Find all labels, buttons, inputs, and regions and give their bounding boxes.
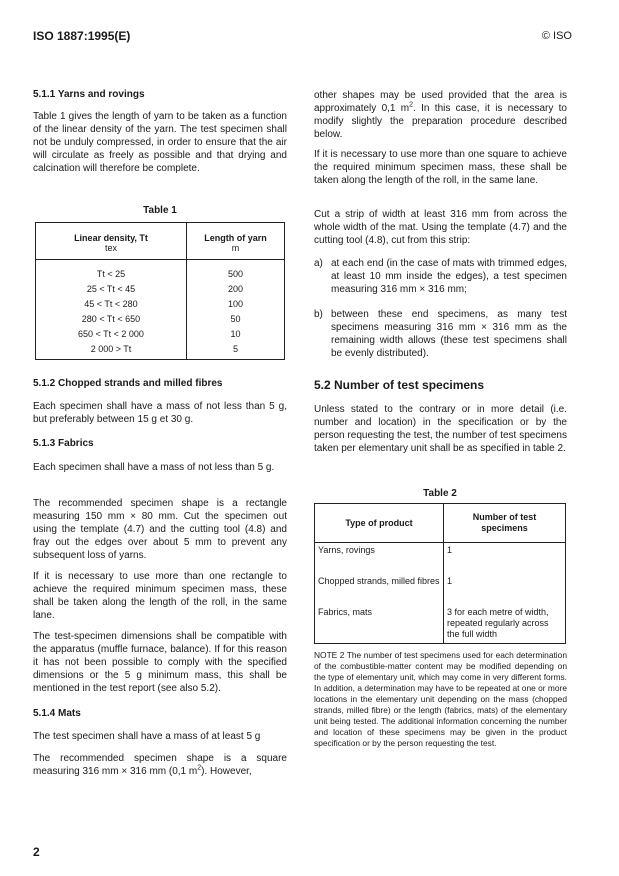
table-cell: 280 < Tt < 650 (36, 311, 187, 326)
list-item-text: at each end (in the case of mats with trimmed edges, at least 10 mm inside the edges), a test specimen measuring 316 mm × 316 mm; (331, 258, 567, 295)
table-cell: 5 (232, 343, 238, 354)
list-marker: a) (314, 258, 323, 269)
superscript: 2 (197, 764, 202, 772)
mats-paragraph-2: If it is necessary to use more than one square to achieve the required minimum specimen mass, these shall be taken along the length of the roll, in the same lane. (314, 149, 567, 186)
table-cell: 500 (227, 268, 244, 279)
section-5-1-3-text-3: If it is necessary to use more than one rectangle to achieve the required minimum specimen mass, these shall be taken along the length of the roll, in the same lane. (33, 571, 287, 621)
mats-continued-part-a: other shapes may be used provided that the area is approximately 0,1 m (314, 90, 567, 114)
copyright-mark: © ISO (541, 30, 572, 42)
table-cell: 25 < Tt < 45 (36, 281, 187, 296)
table-cell: 3 for each metre of width, repeated regularly across the full width (447, 607, 549, 639)
section-5-2-heading: 5.2 Number of test specimens (314, 378, 485, 392)
table-row (315, 574, 566, 605)
table-row (315, 543, 566, 575)
table-cell: 1 (447, 576, 453, 586)
table-row (36, 341, 285, 360)
table-2-caption: Table 2 (423, 488, 457, 499)
table-cell: 2 000 > Tt (36, 341, 187, 360)
section-5-1-2-heading: 5.1.2 Chopped strands and milled fibres (33, 378, 223, 389)
table-cell: 1 (447, 545, 453, 555)
section-5-1-3-text-4: The test-specimen dimensions shall be compatible with the apparatus (muffle furnace, balance). If for this reason it has not been possible to comply with the specified dimensions or the 5 g minimum mass, this shall be mentioned in the test report (see also 5.2). (33, 631, 287, 694)
table-row (36, 326, 285, 341)
table-row (36, 311, 285, 326)
section-5-1-4-text-2-part-a: The recommended specimen shape is a square measuring 316 mm × 316 mm (0,1 m (33, 753, 287, 777)
table-cell: Yarns, rovings (315, 543, 444, 575)
section-5-1-1-text: Table 1 gives the length of yarn to be taken as a function of the linear density of the yarn. The test specimen shall not be unduly compressed, in order to ensure that the air will circulate as freely as possible and that drying and calcination will therefore be complete. (33, 111, 287, 174)
table-1 (35, 222, 285, 360)
section-5-1-3-heading: 5.1.3 Fabrics (33, 438, 94, 449)
table-cell: 650 < Tt < 2 000 (36, 326, 187, 341)
table-cell: 10 (230, 328, 241, 339)
table-cell: 50 (230, 313, 241, 324)
table-cell: 100 (227, 298, 244, 309)
table-cell: 45 < Tt < 280 (36, 296, 187, 311)
table-2-header-product: Type of product (315, 504, 444, 543)
document-standard-id: ISO 1887:1995(E) (33, 29, 131, 43)
mats-paragraph-3: Cut a strip of width at least 316 mm from across the whole width of the mat. Using the template (4.7) and the cutting tool (4.8), cut from this strip: (314, 209, 567, 246)
superscript: 2 (409, 101, 414, 109)
section-5-1-4-text-1: The test specimen shall have a mass of at least 5 g (33, 731, 261, 742)
table-row (36, 281, 285, 296)
section-5-1-3-text-1: Each specimen shall have a mass of not less than 5 g. (33, 462, 275, 473)
section-5-1-2-text: Each specimen shall have a mass of not less than 5 g, but preferably between 15 g et 30 g. (33, 401, 287, 425)
table-2-header-number: Number of test specimens (444, 504, 566, 543)
table-1-caption: Table 1 (143, 205, 177, 216)
table-cell: Tt < 25 (36, 260, 187, 282)
list-item-text: between these end specimens, as many test specimens measuring 316 mm × 316 mm as the remaining width allows (these test specimens shall be evenly distributed). (331, 309, 567, 359)
section-5-1-4-text-2 (33, 752, 287, 778)
table-cell: Fabrics, mats (315, 605, 444, 644)
section-5-1-1-heading: 5.1.1 Yarns and rovings (33, 89, 145, 100)
table-row (315, 605, 566, 644)
page-number: 2 (33, 845, 40, 859)
section-5-1-4-heading: 5.1.4 Mats (33, 708, 81, 719)
table-1-header-density: Linear density, Tt (36, 223, 187, 244)
table-1-header-length: Length of yarn (204, 233, 267, 243)
section-5-2-text: Unless stated to the contrary or in more detail (i.e. number and location) in the specification or by the person requesting the test, the number of test specimens taken per elementary unit shall be as specified in table 2. (314, 404, 567, 454)
note-2: NOTE 2 The number of test specimens used for each determination of the combustible-matter content may be modified depending on the type of elementary unit, which may come in very different forms. In addition, a determination may have to be repeated at one or more locations in the elementary unit depending on the mass (chopped strands, milled fibre) or the length (fabrics, mats) of the elementary unit being tested. The additional information concerning the number and location of these specimens may be given in the product specification or by the person requesting the test. (314, 650, 567, 748)
section-5-1-4-text-2-part-b: ). However, (201, 766, 252, 777)
list-item (314, 257, 567, 297)
section-5-1-3-text-2: The recommended specimen shape is a rectangle measuring 150 mm × 80 mm. Cut the specimen out using the template (4.7) and the cutting tool (4.8) and fray out the edges over about 5 mm to prevent any subsequent loss of yarns. (33, 498, 287, 561)
list-item (314, 308, 567, 360)
mats-continued-text (314, 89, 567, 141)
table-row (36, 296, 285, 311)
table-row (36, 260, 285, 282)
table-1-unit-length: m (187, 243, 285, 260)
table-2 (314, 503, 566, 644)
table-cell: 200 (227, 283, 244, 294)
list-marker: b) (314, 309, 323, 320)
mats-continued-part-b: . In this case, it is necessary to modify slightly the preparation procedure described below. (314, 103, 567, 140)
table-1-unit-density: tex (36, 243, 187, 260)
table-cell: Chopped strands, milled fibres (315, 574, 444, 605)
